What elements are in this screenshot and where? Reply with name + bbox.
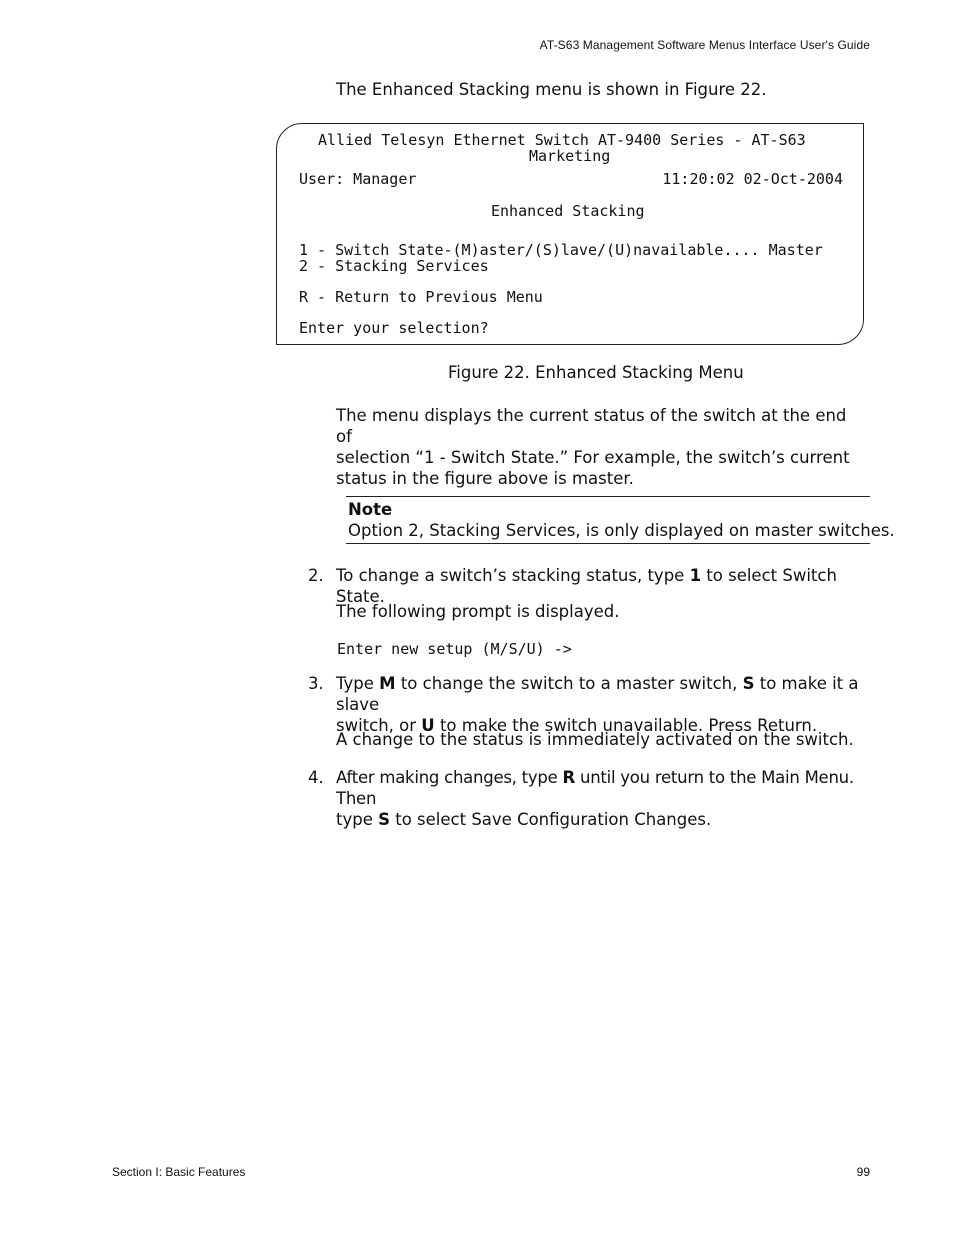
terminal-menu-title: Enhanced Stacking: [491, 202, 645, 220]
status-paragraph-line: status in the figure above is master.: [336, 469, 634, 488]
note-box: [346, 496, 895, 544]
key-label: M: [379, 674, 396, 693]
page-number: 99: [856, 1165, 870, 1179]
step-text: until you return to the Main Menu. Then: [336, 768, 854, 808]
step-text: Type: [336, 674, 380, 693]
key-label: U: [421, 716, 435, 735]
setup-prompt: Enter new setup (M/S/U) ->: [337, 640, 572, 658]
key-label: S: [378, 810, 390, 829]
activated-text: A change to the status is immediately activated on the switch.: [336, 730, 854, 749]
key-label: S: [742, 674, 755, 693]
key-label: R: [562, 768, 575, 787]
terminal-location-line: Marketing: [529, 147, 611, 165]
figure-caption: Figure 22. Enhanced Stacking Menu: [448, 363, 744, 382]
terminal-datetime: 11:20:02 02-Oct-2004: [662, 170, 843, 188]
status-paragraph-line: The menu displays the current status of the switch at the end of: [336, 406, 847, 446]
step-text: to make it a slave: [336, 674, 859, 714]
footer-section: Section I: Basic Features: [112, 1165, 246, 1179]
step-number: 2.: [308, 566, 324, 585]
step-3-text: [336, 673, 876, 736]
terminal-user: User: Manager: [299, 170, 417, 188]
status-paragraph-line: selection “1 - Switch State.” For example, the switch’s current: [336, 448, 850, 467]
step-text: After making changes, type: [336, 768, 563, 787]
menu-option-return: R - Return to Previous Menu: [299, 288, 543, 306]
step-text-line: [336, 767, 876, 809]
step-text: to select Switch State.: [336, 566, 837, 606]
step-text: switch, or: [336, 716, 422, 735]
note-label: Note: [348, 500, 393, 519]
step-text-line: [336, 673, 876, 715]
step-text-line: [336, 809, 876, 830]
step-text: To change a switch’s stacking status, type: [336, 566, 690, 585]
running-header: AT-S63 Management Software Menus Interface User's Guide: [539, 38, 870, 52]
step-number: 4.: [308, 768, 324, 787]
terminal-selection-prompt: Enter your selection?: [299, 319, 489, 337]
step-text: to select Save Configuration Changes.: [390, 810, 712, 829]
terminal-title-line: Allied Telesyn Ethernet Switch AT-9400 Series - AT-S63: [318, 131, 806, 149]
intro-text: The Enhanced Stacking menu is shown in Figure 22.: [336, 80, 767, 99]
menu-option-stacking-services: 2 - Stacking Services: [299, 257, 489, 275]
status-paragraph: [336, 405, 856, 489]
step-text: to make the switch unavailable. Press Return.: [434, 716, 818, 735]
following-prompt-text: The following prompt is displayed.: [336, 602, 620, 621]
key-label: 1: [689, 566, 702, 585]
step-number: 3.: [308, 674, 324, 693]
menu-option-switch-state: 1 - Switch State-(M)aster/(S)lave/(U)navailable.... Master: [299, 241, 823, 259]
step-text: to change the switch to a master switch,: [395, 674, 743, 693]
note-text: Option 2, Stacking Services, is only displayed on master switches.: [348, 521, 895, 540]
step-4-text: [336, 767, 876, 830]
step-text: type: [336, 810, 379, 829]
terminal-screen: [276, 123, 864, 345]
